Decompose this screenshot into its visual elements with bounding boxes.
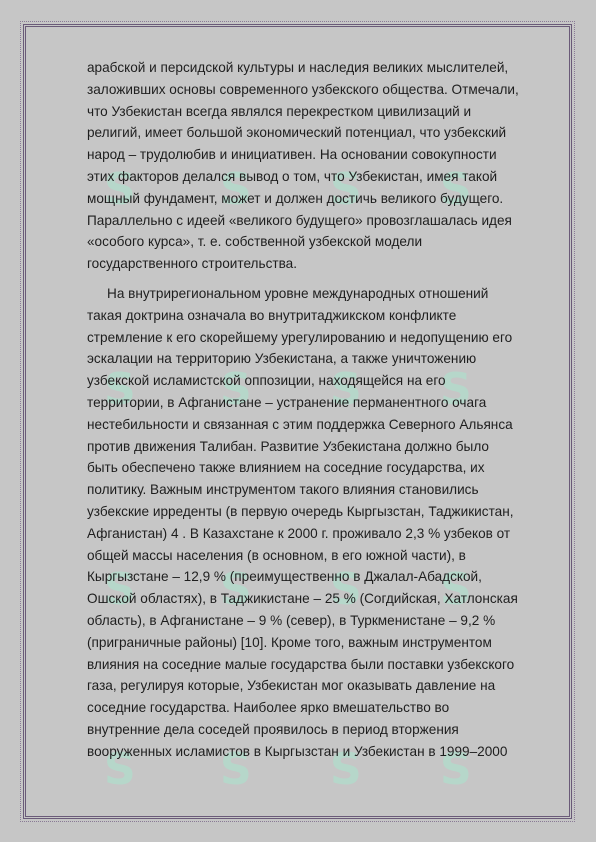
watermark-logo-icon: S <box>104 744 136 795</box>
text-line: государственного строительства. <box>87 256 297 272</box>
text-line: влияния на соседние малые государства были поставки узбекского <box>87 656 515 672</box>
text-line: область), в Афганистане – 9 % (север), в Туркменистане – 9,2 % <box>87 612 496 628</box>
watermark-logo-icon: S <box>220 164 252 215</box>
paragraph-1 <box>87 57 557 275</box>
text-line: Афганистан) 4 . В Казахстане к 2000 г. проживало 2,3 % узбеков от <box>87 525 511 541</box>
document-body <box>87 57 557 763</box>
watermark-logo-icon: S <box>440 164 472 215</box>
text-line: народ – трудолюбив и инициативен. На основании совокупности <box>87 147 497 163</box>
text-line: узбекские ирреденты (в первую очередь Кыргызстан, Таджикистан, <box>87 503 514 519</box>
text-line: Кыргызстане – 12,9 % (преимущественно в Джалал-Абадской, <box>87 569 482 585</box>
text-line: вооруженных исламистов в Кыргызстан и Узбекистан в 1999–2000 <box>87 743 508 759</box>
watermark-logo-icon: S <box>330 564 362 615</box>
paragraph-2 <box>87 283 557 763</box>
text-line: На внутрирегиональном уровне международных отношений <box>107 285 489 301</box>
watermark-logo-icon: S <box>440 364 472 415</box>
text-line: Ошской областях), в Таджикистане – 25 % (Согдийская, Хатлонская <box>87 591 518 607</box>
text-line: такая доктрина означала во внутритаджикском конфликте <box>87 307 457 323</box>
text-line: (приграничные районы) [10]. Кроме того, важным инструментом <box>87 634 492 650</box>
watermark-logo-icon: S <box>104 364 136 415</box>
text-line: политику. Важным инструментом такого влияния становились <box>87 482 479 498</box>
watermark-logo-icon: S <box>330 744 362 795</box>
text-line: против движения Талибан. Развитие Узбекистана должно было <box>87 438 489 454</box>
watermark-logo-icon: S <box>220 744 252 795</box>
watermark-logo-icon: S <box>104 164 136 215</box>
text-line: узбекской исламистской оппозиции, находящейся на его <box>87 373 446 389</box>
text-line: территории, в Афганистане – устранение перманентного очага <box>87 394 487 410</box>
watermark-logo-icon: S <box>220 564 252 615</box>
text-line: арабской и персидской культуры и наследия великих мыслителей, <box>87 60 509 75</box>
watermark-logo-icon: S <box>440 564 472 615</box>
watermark-logo-icon: S <box>104 564 136 615</box>
text-line: этих факторов делался вывод о том, что Узбекистан, имея такой <box>87 168 498 184</box>
text-line: соседние государства. Наиболее ярко вмешательство во <box>87 700 450 716</box>
text-line: быть обеспечено также влиянием на соседние государства, их <box>87 460 485 476</box>
text-line: религий, имеет большой экономический потенциал, что узбекский <box>87 125 507 141</box>
text-line: Параллельно с идеей «великого будущего» провозглашалась идея <box>87 212 512 228</box>
text-line: внутренние дела соседей проявилось в период вторжения <box>87 721 459 737</box>
text-line: что Узбекистан всегда являлся перекрестком цивилизаций и <box>87 103 472 119</box>
text-line: мощный фундамент, может и должен достичь великого будущего. <box>87 190 504 206</box>
watermark-logo-icon: S <box>220 364 252 415</box>
text-line: «особого курса», т. е. собственной узбекской модели <box>87 234 423 250</box>
watermark-logo-icon: S <box>330 164 362 215</box>
text-line: эскалации на территорию Узбекистана, а также уничтожению <box>87 351 477 367</box>
watermark-logo-icon: S <box>440 744 472 795</box>
text-line: нестебильности и связанная с этим поддержка Северного Альянса <box>87 416 513 432</box>
text-line: стремление к его скорейшему урегулированию и недопущению его <box>87 329 513 345</box>
watermark-logo-icon: S <box>330 364 362 415</box>
text-line: общей массы населения (в основном, в его южной части), в <box>87 547 466 563</box>
text-line: газа, регулируя которые, Узбекистан мог оказывать давление на <box>87 678 496 694</box>
text-line: заложивших основы современного узбекского общества. Отмечали, <box>87 81 519 97</box>
